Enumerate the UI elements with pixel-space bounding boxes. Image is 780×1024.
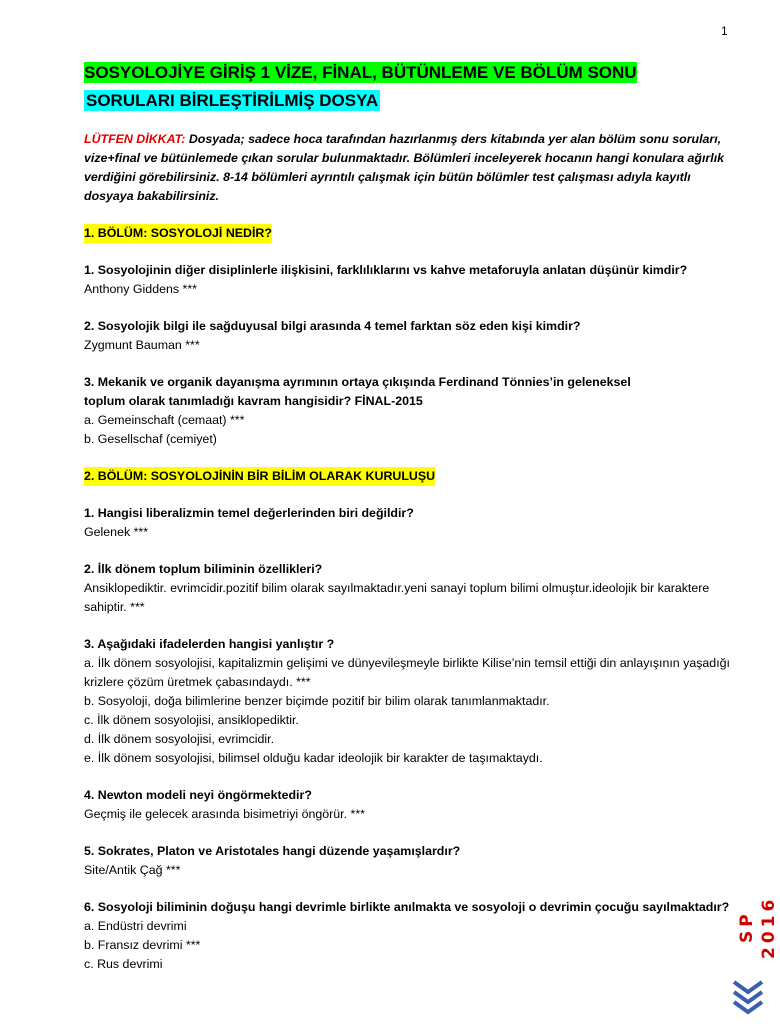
- answer-option: b. Fransız devrimi ***: [84, 938, 201, 952]
- question: 2. Sosyolojik bilgi ile sağduyusal bilgi arasında 4 temel farktan söz eden kişi kimdir?: [84, 319, 581, 333]
- answer-option: a. Gemeinschaft (cemaat) ***: [84, 413, 245, 427]
- answer: Gelenek ***: [84, 525, 149, 539]
- question: 3. Mekanik ve organik dayanışma ayrımının ortaya çıkışında Ferdinand Tönnies’in geleneksel toplum olarak tanımladığı kavram hangisidir? FİNAL-2015: [84, 375, 631, 408]
- question: 1. Hangisi liberalizmin temel değerlerinden biri değildir?: [84, 506, 414, 520]
- answer: Ansiklopediktir. evrimcidir.pozitif bilim olarak sayılmaktadır.yeni sanayi toplum bilimi olmuştur.ideolojik bir karaktere sahiptir. ***: [84, 581, 710, 614]
- answer-option: a. Endüstri devrimi: [84, 919, 187, 933]
- notice-lead: LÜTFEN DİKKAT:: [84, 132, 186, 146]
- notice-text: Dosyada; sadece hoca tarafından hazırlanmış ders kitabında yer alan bölüm sonu soruları, vize+final ve bütünlemede çıkan sorular bulunmaktadır. Bölümleri inceleyerek hocanın hangi konulara ağırlık verdiğini görebilirsiniz. 8-14 bölümleri ayrıntılı çalışmak için bütün bölümler test çalışması adıyla kayıtlı dosyaya bakabilirsiniz.: [84, 132, 725, 203]
- question: 3. Aşağıdaki ifadelerden hangisi yanlıştır ?: [84, 637, 335, 651]
- document-title: [84, 59, 637, 115]
- answer: Geçmiş ile gelecek arasında bisimetriyi öngörür. ***: [84, 807, 365, 821]
- chevron-down-icon: [731, 980, 765, 1020]
- question: 5. Sokrates, Platon ve Aristotales hangi düzende yaşamışlardır?: [84, 844, 461, 858]
- question: 2. İlk dönem toplum biliminin özellikleri?: [84, 562, 323, 576]
- watermark-text: SP 2016: [737, 895, 779, 959]
- answer: Anthony Giddens ***: [84, 282, 197, 296]
- answer-option: b. Sosyoloji, doğa bilimlerine benzer biçimde pozitif bir bilim olarak tanımlanmaktadır.: [84, 694, 550, 708]
- chapter-heading: 1. BÖLÜM: SOSYOLOJİ NEDİR?: [84, 224, 272, 243]
- question: 4. Newton modeli neyi öngörmektedir?: [84, 788, 312, 802]
- question: 1. Sosyolojinin diğer disiplinlerle ilişkisini, farklılıklarını vs kahve metaforuyla anlatan düşünür kimdir?: [84, 263, 688, 277]
- answer: Zygmunt Bauman ***: [84, 338, 200, 352]
- answer-option: c. Rus devrimi: [84, 957, 163, 971]
- chapter-heading: 2. BÖLÜM: SOSYOLOJİNİN BİR BİLİM OLARAK KURULUŞU: [84, 467, 435, 486]
- notice-paragraph: [84, 130, 734, 206]
- answer: Site/Antik Çağ ***: [84, 863, 181, 877]
- question: 6. Sosyoloji biliminin doğuşu hangi devrimle birlikte anılmakta ve sosyoloji o devrimin çocuğu sayılmaktadır?: [84, 900, 730, 914]
- document-body: [84, 130, 734, 974]
- side-watermark: [722, 876, 779, 1016]
- title-line-2: SORULARI BİRLEŞTİRİLMİŞ DOSYA: [86, 91, 379, 110]
- page-number: 1: [721, 24, 728, 38]
- answer-option: d. İlk dönem sosyolojisi, evrimcidir.: [84, 732, 275, 746]
- answer-option: a. İlk dönem sosyolojisi, kapitalizmin gelişimi ve dünyevileşmeyle birlikte Kilise’nin temsil ettiği din anlayışının yaşadığı krizlere çözüm üretmek çabasındaydı. ***: [84, 656, 730, 689]
- answer-option: b. Gesellschaf (cemiyet): [84, 432, 217, 446]
- title-line-1: SOSYOLOJİYE GİRİŞ 1 VİZE, FİNAL, BÜTÜNLEME VE BÖLÜM SONU: [84, 63, 637, 82]
- answer-option: c. İlk dönem sosyolojisi, ansiklopediktir.: [84, 713, 299, 727]
- answer-option: e. İlk dönem sosyolojisi, bilimsel olduğu kadar ideolojik bir karakter de taşımaktaydı.: [84, 751, 543, 765]
